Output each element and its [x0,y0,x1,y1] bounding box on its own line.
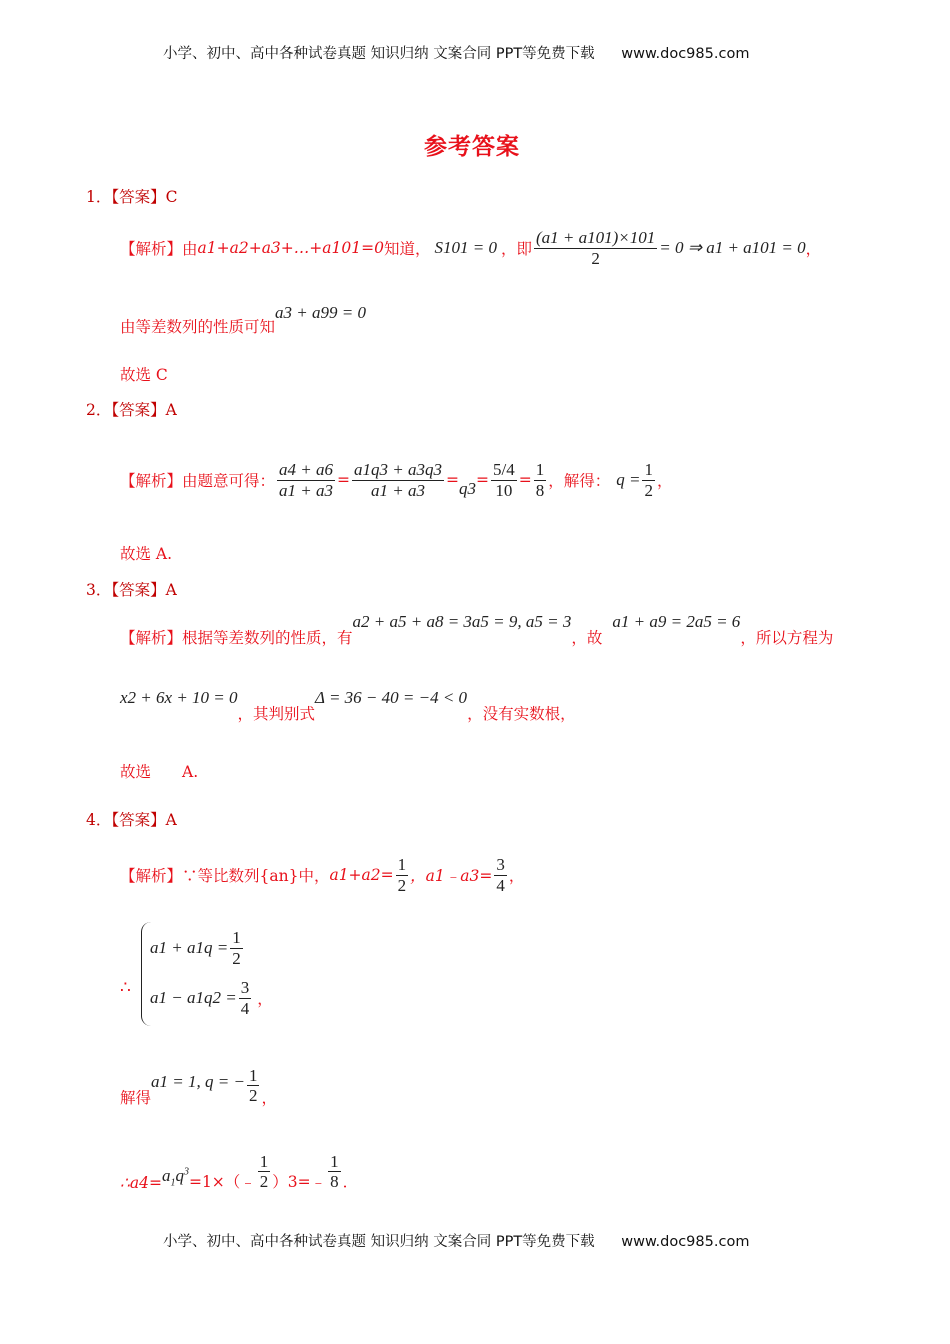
page-title: 参考答案 [424,133,520,160]
q4-final2-top: 1 [330,1151,339,1171]
q2-eq1: = [337,471,350,489]
q4-period: ． [342,1173,359,1191]
q2-eq2: = [445,471,459,489]
q2-frac1-top: a4 + a6 [279,459,333,479]
q4-res-top: 1 [248,1065,258,1085]
q2-fracq-top: 1 [644,459,653,479]
q1-comma: ， [805,240,822,258]
q1-frac-bot: 2 [591,248,600,268]
q2-frac2-bot: a1 + a3 [371,480,425,500]
q4-sys1: a1 + a1q = [150,938,229,958]
q3-pbs: ，其判别式 [237,705,316,723]
q4-sys1-frac [230,928,243,968]
q1-frac-top: (a1 + a101)×101 [535,227,656,247]
q4-s1: a1+a2= [329,866,394,884]
q2-jiede: ，解得： [548,472,611,490]
q1-choose: 故选 C [120,366,168,384]
q4-final-line: ∴a4= $a_1q^3$ =1×（﹣ $\frac{1}{2}$ ）3=﹣ $\frac{1}{8}$ ． [120,1151,359,1192]
q4-res-frac [247,1066,260,1106]
q2-number [86,398,177,420]
q2-frac2 [352,460,444,500]
q2-frac1 [277,460,335,500]
q3-eqn: x2 + 6x + 10 = 0 [120,688,238,707]
q4-final-pre: ∴a4= [120,1174,162,1192]
q4-s2-bot: 4 [496,875,505,895]
q4-sys-comma: ， [257,990,273,1009]
q4-final-bot: 2 [259,1172,269,1192]
q1-know: 知道， [383,240,431,258]
q2-comma: ， [656,472,673,490]
q1-line2-math: a3 + a99 = 0 [275,303,366,322]
q3-sol-pre: 【解析】根据等差数列的性质，有 [120,629,353,647]
q4-answer: 【答案】A [111,811,177,829]
q1-ji: ，即 [500,240,532,258]
q2-choose: 故选 A. [120,545,173,563]
q2-frac2-top: a1q3 + a3q3 [354,459,442,479]
q1-solution-line1 [120,218,821,278]
q2-frac3-bot: 8 [535,480,545,500]
q4-final-mid: =1×（﹣ [188,1173,256,1191]
q1-sol-pre: 【解析】由 [120,240,198,258]
q3-delta: Δ = 36 − 40 = −4 < 0 [315,688,468,707]
q2-sol-pre: 【解析】由题意可得： [120,472,276,490]
q4-final-post: ）3=﹣ [272,1173,327,1191]
q3-answer: 【答案】A [111,581,177,599]
q2-q3: q3 [458,479,476,498]
q4-res-bot: 2 [248,1086,258,1106]
q2-solution [120,430,672,530]
q2-fracq-bot: 2 [644,480,653,500]
q1-answer: 【答案】C [111,188,178,206]
q4-comma: ， [508,867,525,885]
q4-s2-top: 3 [496,854,505,874]
q4-final-top: 1 [259,1151,269,1171]
q2-answer: 【答案】A [111,401,177,419]
q2-eq3: = [475,471,489,489]
q4-final-frac2 [328,1152,341,1192]
q2-frac1-bot: a1 + a3 [279,480,333,500]
q1-S101: S101 = 0 [434,238,497,257]
q4-sys2: a1 − a1q2 = [150,988,237,1008]
q2-num-text: 2． [86,401,112,419]
q2-bigfrac-bot: 10 [495,480,513,500]
q2-fracq [642,460,655,500]
q3-choose: 故选 A. [120,763,199,781]
q1-implies: = 0 ⇒ a1 + a101 = 0 [659,238,806,257]
q3-suoyi: ，所以方程为 [740,629,834,647]
footer-text: 小学、初中、高中各种试卷真题 知识归纳 文案合同 PPT等免费下载 [163,1234,595,1250]
q4-system-eq1 [150,928,245,968]
q4-res: a1 = 1, q = − [151,1072,245,1091]
q4-res-comma: ， [261,1089,277,1107]
q4-solution-line1 [120,840,524,910]
q4-result-line [120,1058,277,1108]
q2-eq4: = [518,471,532,489]
q4-s2-frac [494,855,507,895]
q4-s1-bot: 2 [397,875,407,895]
q2-qeq: q = [616,470,641,489]
q4-therefore: ∴ [120,978,131,998]
q1-seq: a1+a2+a3+…+a101=0 [197,239,384,257]
q4-system-eq2 [150,978,273,1018]
page-footer [163,1230,749,1251]
q4-num-text: 4． [86,811,112,829]
q4-sys2-top: 3 [240,978,250,997]
q4-number [86,808,177,830]
q4-final-frac1 [258,1152,271,1192]
q4-sys1-top: 1 [232,928,241,947]
q4-s1-frac [396,855,409,895]
q3-gu: ，故 [571,629,603,647]
q1-solution-line2 [120,303,366,337]
q4-sys2-frac [239,978,252,1018]
q4-s2: ，a1﹣a3= [410,867,493,885]
q4-sol-pre: 【解析】∵等比数列{an}中， [120,867,330,885]
q1-number [86,185,178,207]
header-text: 小学、初中、高中各种试卷真题 知识归纳 文案合同 PPT等免费下载 [163,46,595,62]
q3-noroot: ，没有实数根， [467,705,576,723]
q3-solution-line2 [120,688,576,724]
header-site[interactable]: www.doc985.com [621,46,750,62]
q1-line2-text: 由等差数列的性质可知 [120,318,276,336]
q3-math1: a2 + a5 + a8 = 3a5 = 9, a5 = 3 [352,612,572,631]
q3-math2: a1 + a9 = 2a5 = 6 [612,612,741,631]
q4-jiede: 解得 [120,1089,152,1107]
q2-frac3-top: 1 [535,459,545,479]
q1-num-text: 1． [86,188,112,206]
q3-solution-line1 [120,612,833,648]
q4-final2-bot: 8 [330,1172,339,1192]
q2-bigfrac [491,460,517,500]
q3-number [86,578,177,600]
q4-s1-top: 1 [397,854,407,874]
q2-frac3 [534,460,547,500]
q2-bigfrac-top: 5/4 [492,459,515,479]
q1-fraction [534,228,657,268]
q4-sys2-bot: 4 [240,998,250,1018]
q4-sys1-bot: 2 [232,948,241,968]
q3-num-text: 3． [86,581,112,599]
footer-site[interactable]: www.doc985.com [621,1234,750,1250]
page-header [163,42,749,63]
